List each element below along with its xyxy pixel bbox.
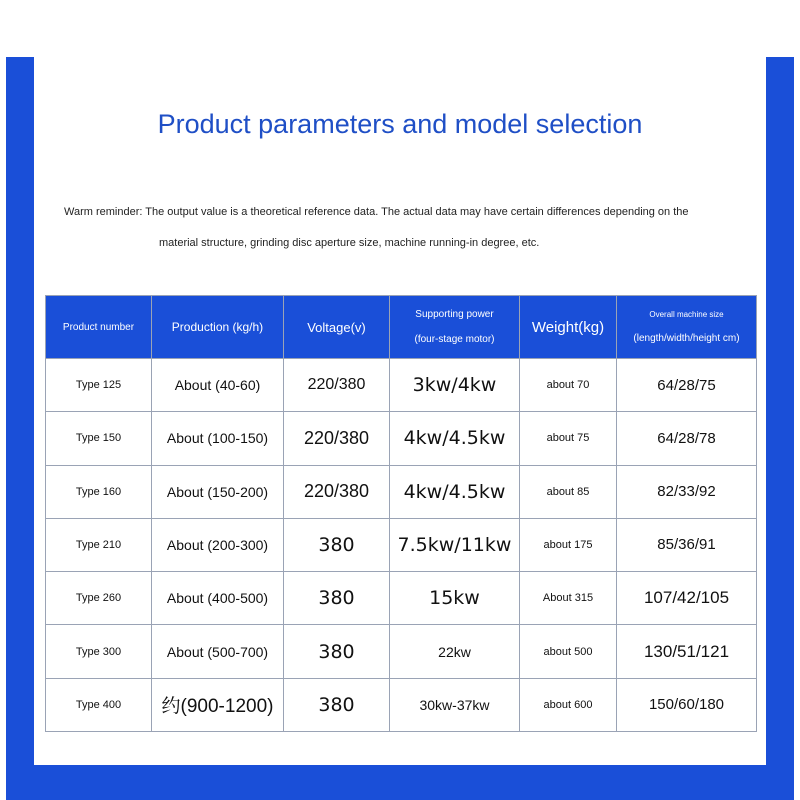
header-size-line1: Overall machine size [649,310,724,319]
cell-voltage: 220/380 [284,412,390,465]
cell-weight: about 600 [520,678,617,731]
header-weight: Weight(kg) [520,296,617,359]
cell-production: About (100-150) [152,412,284,465]
cell-production: About (500-700) [152,625,284,678]
cell-size: 130/51/121 [617,625,757,678]
cell-voltage: 380 [284,678,390,731]
header-size [617,296,757,359]
header-voltage: Voltage(v) [284,296,390,359]
cell-voltage: 380 [284,518,390,571]
header-size-line2: (length/width/height cm) [633,333,740,344]
header-power-line1: Supporting power [415,309,494,320]
header-production: Production (kg/h) [152,296,284,359]
cell-power: 7.5kw/11kw [390,518,520,571]
header-power [390,296,520,359]
cell-power: 30kw-37kw [390,678,520,731]
cell-production: About (150-200) [152,465,284,518]
parameters-table [45,295,757,732]
cell-type: Type 300 [46,625,152,678]
cell-weight: about 85 [520,465,617,518]
table-row [46,678,757,731]
cell-weight: about 75 [520,412,617,465]
cell-size: 150/60/180 [617,678,757,731]
table-row [46,412,757,465]
cell-production: About (40-60) [152,359,284,412]
cell-voltage: 380 [284,625,390,678]
cell-type: Type 400 [46,678,152,731]
cell-power: 22kw [390,625,520,678]
cell-weight: about 70 [520,359,617,412]
cell-type: Type 125 [46,359,152,412]
reminder-line-1: Warm reminder: The output value is a theoretical reference data. The actual data may have certain differences depending on the [64,206,689,218]
content-panel [34,57,766,765]
cell-voltage: 380 [284,572,390,625]
table-row [46,572,757,625]
blue-frame [6,57,794,800]
cell-size: 85/36/91 [617,518,757,571]
cell-production: 约(900-1200) [152,678,284,731]
cell-production: About (400-500) [152,572,284,625]
table-row [46,359,757,412]
cell-weight: about 175 [520,518,617,571]
cell-power: 15kw [390,572,520,625]
cell-type: Type 210 [46,518,152,571]
cell-size: 107/42/105 [617,572,757,625]
cell-weight: About 315 [520,572,617,625]
table-header-row [46,296,757,359]
cell-power: 3kw/4kw [390,359,520,412]
page-title: Product parameters and model selection [157,109,643,139]
cell-voltage: 220/380 [284,465,390,518]
reminder-line-2: material structure, grinding disc aperture size, machine running-in degree, etc. [159,237,540,249]
cell-type: Type 160 [46,465,152,518]
header-power-line2: (four-stage motor) [414,334,495,345]
table-row [46,625,757,678]
cell-type: Type 150 [46,412,152,465]
table-row [46,518,757,571]
cell-weight: about 500 [520,625,617,678]
table-row [46,465,757,518]
cell-power: 4kw/4.5kw [390,412,520,465]
cell-voltage: 220/380 [284,359,390,412]
cell-type: Type 260 [46,572,152,625]
cell-power: 4kw/4.5kw [390,465,520,518]
cell-size: 64/28/75 [617,359,757,412]
cell-size: 82/33/92 [617,465,757,518]
header-product-number: Product number [46,296,152,359]
cell-production: About (200-300) [152,518,284,571]
cell-size: 64/28/78 [617,412,757,465]
